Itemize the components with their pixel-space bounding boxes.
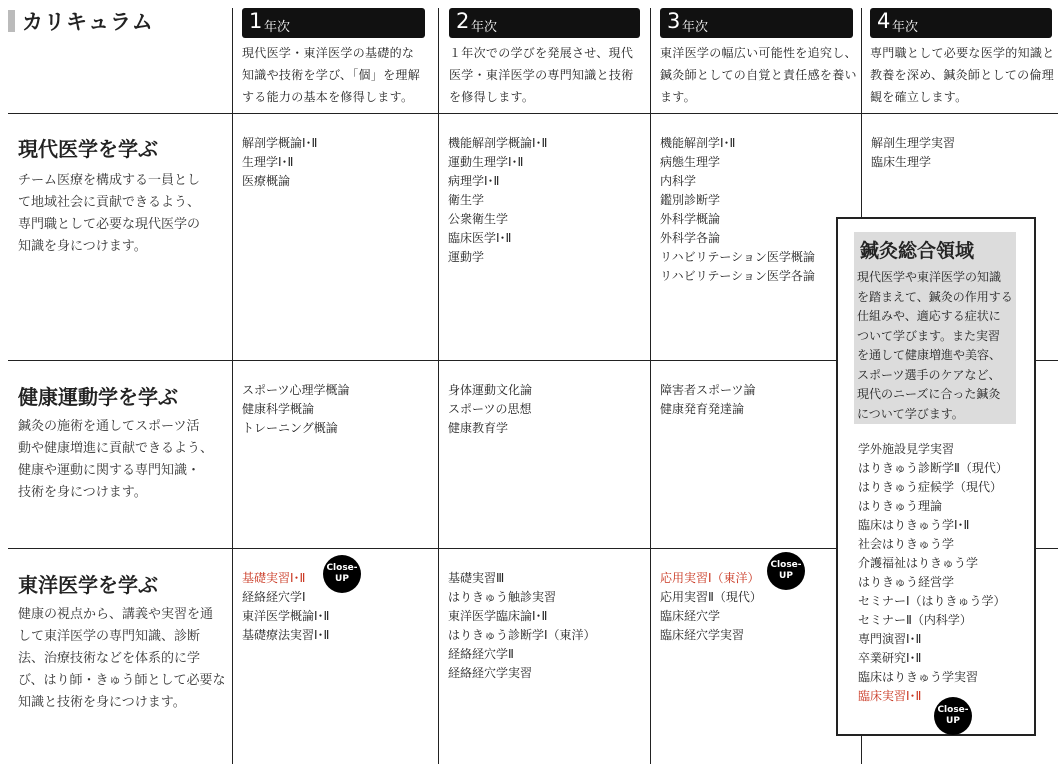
- course-item: 基礎療法実習Ⅰ･Ⅱ: [242, 628, 330, 642]
- course-item: 医療概論: [242, 174, 291, 188]
- course-item: 臨床生理学: [871, 155, 932, 169]
- section-desc-line: て地域社会に貢献できるよう、: [18, 195, 201, 210]
- year-3-number: 3: [667, 9, 681, 33]
- grid-column-line: [650, 8, 651, 764]
- course-item: 専門演習Ⅰ･Ⅱ: [858, 632, 922, 646]
- course-item: 経絡経穴学Ⅱ: [448, 647, 514, 661]
- course-item: 公衆衛生学: [448, 212, 509, 226]
- section-desc-line: 技術を身につけます。: [18, 485, 147, 500]
- section-desc-health-exercise: [18, 416, 213, 504]
- course-item: 病態生理学: [660, 155, 721, 169]
- section-title-modern-medicine: 現代医学を学ぶ: [18, 137, 158, 161]
- year-3-header: [660, 8, 853, 38]
- course-item: 社会はりきゅう学: [858, 537, 955, 551]
- course-item: セミナーⅠ（はりきゅう学）: [858, 594, 1006, 608]
- panel-desc-line: について学びます。: [857, 406, 964, 421]
- course-item: 外科学各論: [660, 231, 721, 245]
- modern-year2-courses: [448, 134, 547, 267]
- badge-text: UP: [335, 574, 349, 584]
- badge-text: UP: [779, 571, 793, 581]
- year-3-desc-line: 東洋医学の幅広い可能性を追究し、: [660, 46, 857, 60]
- close-up-badge[interactable]: [323, 555, 361, 593]
- course-item: 臨床はりきゅう学Ⅰ･Ⅱ: [858, 518, 970, 532]
- year-3-desc-line: ます。: [660, 90, 696, 104]
- course-item: リハビリテーション医学各論: [660, 269, 815, 283]
- year-3-desc-line: 鍼灸師としての自覚と責任感を養い: [660, 68, 857, 82]
- course-item: 臨床経穴学実習: [660, 628, 745, 642]
- course-item: 東洋医学臨床論Ⅰ･Ⅱ: [448, 609, 548, 623]
- section-desc-line: 健康の視点から、講義や実習を通: [18, 607, 214, 622]
- section-desc-line: 専門職として必要な現代医学の: [18, 217, 201, 232]
- health-year1-courses: [242, 381, 350, 438]
- year-4-description: [870, 42, 1055, 108]
- course-item: はりきゅう診断学Ⅰ（東洋）: [448, 628, 596, 642]
- course-item: 健康教育学: [448, 421, 509, 435]
- eastern-year1-courses: [242, 569, 329, 645]
- course-item: 鑑別診断学: [660, 193, 721, 207]
- health-year2-courses: [448, 381, 532, 438]
- course-item: 卒業研究Ⅰ･Ⅱ: [858, 651, 922, 665]
- section-title-health-exercise: 健康運動学を学ぶ: [18, 385, 178, 409]
- year-1-desc-line: する能力の基本を修得します。: [242, 90, 414, 104]
- title-accent-bar: [8, 10, 15, 32]
- panel-desc-line: 現代のニーズに合った鍼灸: [857, 387, 1001, 401]
- course-item-highlighted[interactable]: 臨床実習Ⅰ･Ⅱ: [858, 689, 922, 703]
- integrated-field-description: [857, 268, 1015, 424]
- year-4-desc-line: 専門職として必要な医学的知識と: [870, 46, 1055, 60]
- course-item: 運動学: [448, 250, 485, 264]
- course-item-highlighted[interactable]: 応用実習Ⅰ（東洋）: [660, 571, 760, 585]
- course-item: はりきゅう経営学: [858, 575, 955, 589]
- section-desc-line: 法、治療技術などを体系的に学: [18, 651, 201, 666]
- year-4-header: [870, 8, 1052, 38]
- course-item-highlighted[interactable]: 基礎実習Ⅰ･Ⅱ: [242, 571, 306, 585]
- course-item: 障害者スポーツ論: [660, 383, 756, 397]
- year-4-number: 4: [877, 9, 891, 33]
- year-2-desc-line: を修得します。: [449, 90, 535, 104]
- course-item: 経絡経穴学Ⅰ: [242, 590, 306, 604]
- badge-text: UP: [946, 716, 960, 726]
- course-item: 身体運動文化論: [448, 383, 533, 397]
- year-1-suffix: 年次: [264, 20, 291, 35]
- year-1-description: [242, 42, 420, 108]
- year-2-description: [449, 42, 634, 108]
- year-4-desc-line: 観を確立します。: [870, 90, 968, 104]
- year-3-suffix: 年次: [682, 20, 709, 35]
- year-1-desc-line: 知識や技術を学び、「個」を理解: [242, 68, 421, 82]
- course-item: 臨床はりきゅう学実習: [858, 670, 979, 684]
- course-item: 解剖生理学実習: [871, 136, 956, 150]
- course-item: 基礎実習Ⅲ: [448, 571, 505, 585]
- year-4-suffix: 年次: [892, 20, 919, 35]
- course-item: 解剖学概論Ⅰ･Ⅱ: [242, 136, 318, 150]
- course-item: 介護福祉はりきゅう学: [858, 556, 979, 570]
- integrated-field-courses: [858, 440, 1008, 706]
- section-desc-line: して東洋医学の専門知識、診断: [18, 629, 201, 644]
- year-3-description: [660, 42, 857, 108]
- course-item: 衛生学: [448, 193, 485, 207]
- year-2-desc-line: １年次での学びを発展させ、現代: [449, 46, 634, 60]
- course-item: スポーツ心理学概論: [242, 383, 350, 397]
- badge-text: Close-: [937, 705, 969, 715]
- section-desc-modern-medicine: [18, 170, 200, 258]
- course-item: 外科学概論: [660, 212, 721, 226]
- grid-column-line: [438, 8, 439, 764]
- badge-text: Close-: [770, 560, 802, 570]
- section-desc-line: 鍼灸の施術を通してスポーツ活: [18, 419, 200, 434]
- section-desc-line: チーム医療を構成する一員とし: [18, 173, 201, 188]
- panel-desc-line: 仕組みや、適応する症状に: [857, 309, 1001, 323]
- section-desc-line: び、はり師・きゅう師として必要な: [18, 673, 226, 688]
- panel-desc-line: ついて学びます。また実習: [857, 328, 1001, 343]
- grid-column-line: [232, 8, 233, 764]
- panel-desc-line: を踏まえて、鍼灸の作用する: [857, 289, 1013, 304]
- course-item: はりきゅう理論: [858, 499, 943, 513]
- section-desc-line: 動や健康増進に貢献できるよう、: [18, 441, 214, 456]
- close-up-badge[interactable]: [934, 697, 972, 735]
- course-item: トレーニング概論: [242, 421, 338, 435]
- section-title-eastern-medicine: 東洋医学を学ぶ: [18, 573, 158, 597]
- course-item: 健康科学概論: [242, 402, 315, 416]
- year-2-header: [449, 8, 640, 38]
- close-up-badge[interactable]: [767, 552, 805, 590]
- course-item: はりきゅう症候学（現代）: [858, 480, 1003, 494]
- year-1-number: 1: [249, 9, 263, 33]
- course-item: 機能解剖学Ⅰ･Ⅱ: [660, 136, 736, 150]
- year-4-desc-line: 教養を深め、鍼灸師としての倫理: [870, 68, 1055, 82]
- integrated-field-title: 鍼灸総合領域: [860, 240, 975, 262]
- year-2-desc-line: 医学・東洋医学の専門知識と技術: [449, 68, 634, 82]
- course-item: 内科学: [660, 174, 697, 188]
- course-item: 運動生理学Ⅰ･Ⅱ: [448, 155, 524, 169]
- course-item: 病理学Ⅰ･Ⅱ: [448, 174, 500, 188]
- grid-row-line: [8, 113, 1058, 114]
- modern-year1-courses: [242, 134, 317, 191]
- course-item: セミナーⅡ（内科学）: [858, 613, 972, 627]
- course-item: 学外施設見学実習: [858, 442, 955, 456]
- section-desc-line: 知識を身につけます。: [18, 239, 147, 254]
- course-item: 臨床医学Ⅰ･Ⅱ: [448, 231, 512, 245]
- panel-desc-line: を通して健康増進や美容、: [857, 348, 1002, 362]
- year-1-desc-line: 現代医学・東洋医学の基礎的な: [242, 46, 415, 60]
- course-item: 生理学Ⅰ･Ⅱ: [242, 155, 294, 169]
- year-2-suffix: 年次: [471, 20, 498, 35]
- section-desc-eastern-medicine: [18, 604, 225, 714]
- course-item: 機能解剖学概論Ⅰ･Ⅱ: [448, 136, 548, 150]
- year-2-number: 2: [456, 9, 470, 33]
- course-item: スポーツの思想: [448, 402, 532, 416]
- section-desc-line: 知識と技術を身につけます。: [18, 695, 186, 710]
- course-item: はりきゅう触診実習: [448, 590, 557, 604]
- panel-desc-line: 現代医学や東洋医学の知識: [857, 270, 1002, 284]
- course-item: 東洋医学概論Ⅰ･Ⅱ: [242, 609, 330, 623]
- page-title: カリキュラム: [22, 10, 154, 34]
- modern-year3-courses: [660, 134, 815, 286]
- eastern-year2-courses: [448, 569, 596, 683]
- eastern-year3-courses: [660, 569, 762, 645]
- course-item: リハビリテーション医学概論: [660, 250, 815, 264]
- badge-text: Close-: [326, 563, 358, 573]
- year-1-header: [242, 8, 425, 38]
- panel-desc-line: スポーツ選手のケアなど、: [857, 367, 1001, 382]
- course-item: はりきゅう診断学Ⅱ（現代）: [858, 461, 1008, 475]
- course-item: 経絡経穴学実習: [448, 666, 533, 680]
- course-item: 臨床経穴学: [660, 609, 721, 623]
- course-item: 健康発育発達論: [660, 402, 745, 416]
- modern-year4-courses: [871, 134, 955, 172]
- section-desc-line: 健康や運動に関する専門知識・: [18, 463, 201, 478]
- course-item: 応用実習Ⅱ（現代）: [660, 590, 762, 604]
- health-year3-courses: [660, 381, 756, 419]
